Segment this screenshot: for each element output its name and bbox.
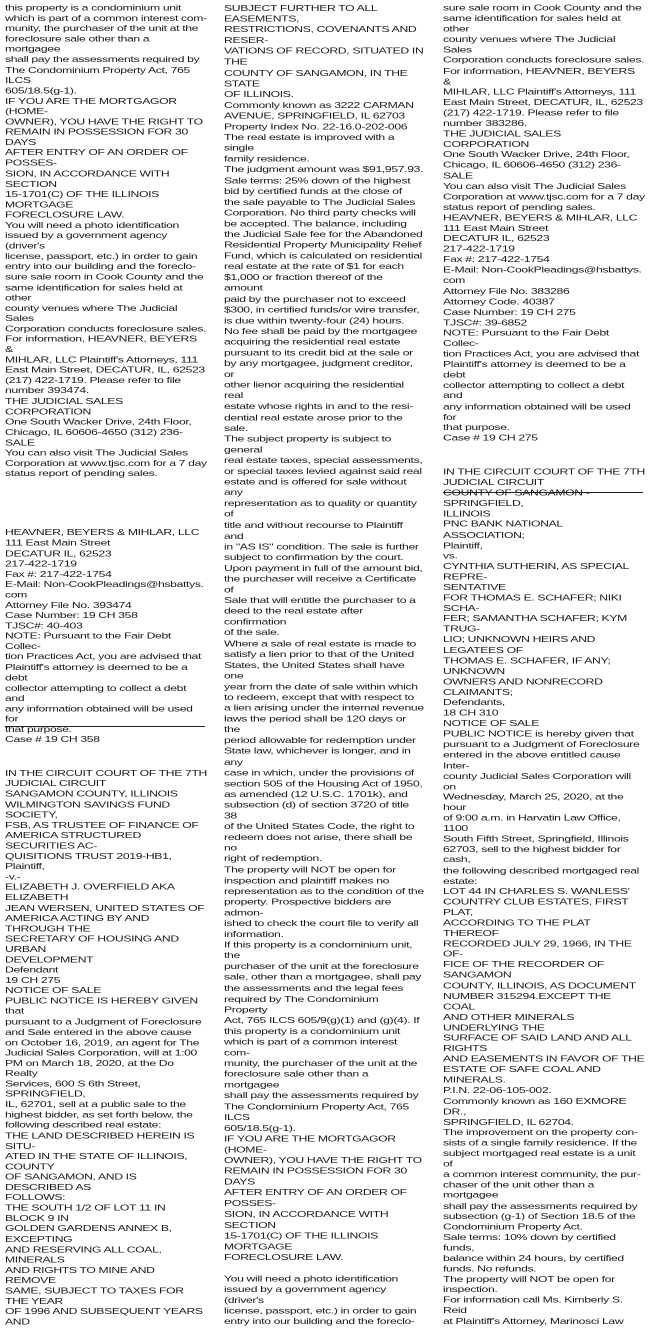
- spacer: [224, 1263, 424, 1274]
- notice-divider-2: [443, 492, 643, 493]
- notice-divider-1: [5, 726, 205, 727]
- spacer: [5, 479, 207, 528]
- notice-of-sale-18ch310: IN THE CIRCUIT COURT OF THE 7TH JUDICIAL CIRCUIT COUNTY OF SANGAMON - SPRINGFIELD, ILLINOIS PNC BANK NATIONAL ASSOCIATION; Plaintiff, vs. CYNTHIA SUTHERIN, AS SPECIAL REPRE- SENTATIVE FOR THOMAS E. SCHAFER; NIKI SCHA- FER; SAMANTHA SCHAFER; KYM TRUG- LIO; UNKNOWN HEIRS AND LEGATEES OF THOMAS E. SCHAFER, IF ANY; UNKNOWN OWNERS AND NONRECORD CLAIMANTS; Defendants, 18 CH 310 NOTICE OF SALE PUBLIC NOTICE is hereby given that pursuant to a Judgment of Foreclosure entered in the above entitled cause Inter- county Judicial Sales Corporation will on Wednesday, March 25, 2020, at the hour of 9:00 a.m. in Harvatin Law Office, 1100 South Fifth Street, Springfield, Illinois 62703, sell to the highest bidder for cash, the following described mortgaged real estate: LOT 44 IN CHARLES S. WANLESS' COUNTRY CLUB ESTATES, FIRST PLAT, ACCORDING TO THE PLAT THEREOF RECORDED JULY 29, 1966, IN THE OF- FICE OF THE RECORDER OF SANGAMON COUNTY, ILLINOIS, AS DOCUMENT NUMBER 315294.EXCEPT THE COAL AND OTHER MINERALS UNDERLYING THE SURFACE OF SAID LAND AND ALL RIGHTS AND EASEMENTS IN FAVOR OF THE ESTATE OF SAFE COAL AND MINERALS. P.I.N. 22-06-105-002. Commonly known as 160 EXMORE DR., SPRINGFIELD, IL 62704. The improvement on the property con- sists of a single family residence. If the subject mortgaged real estate is a unit of a common interest community, the pur- chaser of the unit other than a mortgagee shall pay the assessments required by subsection (g-1) of Section 18.5 of the Condominium Property Act. Sale terms: 10% down by certified funds, balance within 24 hours, by certified funds. No refunds. The property will NOT be open for inspection. For information call Ms. Kimberly S. Reid at Plaintiff's Attorney, Marinosci Law: [443, 466, 646, 1326]
- notice-19ch275-continued: SUBJECT FURTHER TO ALL EASEMENTS, RESTRICTIONS, COVENANTS AND RESER- VATIONS OF RECORD, SITUATED IN THE COUNTY OF SANGAMON, IN THE STATE OF ILLINOIS. Commonly known as 3222 CARMAN AVENUE, SPRINGFIELD, IL 62703 Property Index No. 22-16.0-202-006 The real estate is improved with a single family residence. The judgment amount was $91,957.93. Sale terms: 25% down of the highest bid by certified funds at the close of the sale payable to The Judicial Sales Corporation. No third party checks will be accepted. The balance, including the Judicial Sale fee for the Abandoned Residential Property Municipality Relief Fund, which is calculated on residential real estate at the rate of $1 for each $1,000 or fraction thereof of the amount paid by the purchaser not to exceed $300, in certified funds/or wire transfer, is due within twenty-four (24) hours. No fee shall be paid by the mortgagee acquiring the residential real estate pursuant to its credit bid at the sale or by any mortgagee, judgment creditor, or other lienor acquiring the residential real estate whose rights in and to the resi- dential real estate arose prior to the sale. The subject property is subject to general real estate taxes, special assessments, or special taxes levied against said real estate and is offered for sale without any representation as to quality or quantity of title and without recourse to Plaintiff and in "AS IS" condition. The sale is further subject to confirmation by the court. Upon payment in full of the amount bid, the purchaser will receive a Certificate of Sale that will entitle the purchaser to a deed to the real estate after confirmation of the sale. Where a sale of real estate is made to satisfy a lien prior to that of the United States, the United States shall have one year from the date of sale within which to redeem, except that with respect to a lien arising under the internal revenue laws the period shall be 120 days or the period allowable for redemption under State law, whichever is longer, and in any case in which, under the provisions of section 505 of the Housing Act of 1950, as amended (12 U.S.C. 1701k), and subsection (d) of section 3720 of title 38 of the United States Code, the right to redeem does not arise, there shall be no right of redemption. The property will NOT be open for inspection and plaintiff makes no representation as to the condition of the property. Prospective bidders are admon- ished to check the court file to verify all information. If this property is a condominium unit, the purchaser of the unit at the foreclosure sale, other than a mortgagee, shall pay the assessments and the legal fees required by The Condominium Property Act, 765 ILCS 605/9(g)(1) and (g)(4). If this property is a condominium unit which is part of a common interest com- munity, the purchaser of the unit at the foreclosure sale other than a mortgagee shall pay the assessments required by The Condominium Property Act, 765 ILCS 605/18.5(g-1). IF YOU ARE THE MORTGAGOR (HOME- OWNER), YOU HAVE THE RIGHT TO REMAIN IN POSSESSION FOR 30 DAYS AFTER ENTRY OF AN ORDER OF POSSES- SION, IN ACCORDANCE WITH SECTION 15-1701(C) OF THE ILLINOIS MORTGAGE FORECLOSURE LAW.: [224, 3, 424, 1263]
- photo-id-paragraph: You will need a photo identification issued by a government agency (driver's license, passport, etc.) in order to gain entry into our building and the foreclo-: [224, 1273, 417, 1327]
- attorney-block-19ch358: HEAVNER, BEYERS & MIHLAR, LLC 111 East Main Street DECATUR IL, 62523 217-422-1719 Fax #: 217-422-1754 E-Mail: Non-CookPleadings@hsbattys. com Attorney File No. 393474 Case Number: 19 CH 358 TJSC#: 40-403 NOTE: Pursuant to the Fair Debt Collec- tion Practices Act, you are advised that Plaintiff's attorney is deemed to be a debt collector attempting to collect a debt and any information obtained will be used for that purpose. Case # 19 CH 358: [5, 527, 204, 745]
- column-2: [224, 3, 424, 1327]
- column-3: [443, 3, 646, 1326]
- notice-of-sale-19ch275-start: IN THE CIRCUIT COURT OF THE 7TH JUDICIAL CIRCUIT SANGAMON COUNTY, ILLINOIS WILMINGTON SAVINGS FUND SOCIETY, FSB, AS TRUSTEE OF FINANCE OF AMERICA STRUCTURED SECURITIES AC- QUISITIONS TRUST 2019-HB1, Plaintiff, -v.- ELIZABETH J. OVERFIELD AKA ELIZABETH JEAN WERSEN, UNITED STATES OF AMERICA ACTING BY AND THROUGH THE SECRETARY OF HOUSING AND URBAN DEVELOPMENT Defendant 19 CH 275 NOTICE OF SALE PUBLIC NOTICE IS HEREBY GIVEN that pursuant to a Judgment of Foreclosure and Sale entered in the above cause on October 16, 2019, an agent for The Judicial Sales Corporation, will at 1:00 PM on March 18, 2020, at the Do Realty Services, 600 S 6th Street, SPRINGFIELD, IL, 62701, sell at a public sale to the highest bidder, as set forth below, the following described real estate: THE LAND DESCRIBED HEREIN IS SITU- ATED IN THE STATE OF ILLINOIS, COUNTY OF SANGAMON, AND IS DESCRIBED AS FOLLOWS: THE SOUTH 1/2 OF LOT 11 IN BLOCK 9 IN GOLDEN GARDENS ANNEX B, EXCEPTING AND RESERVING ALL COAL, MINERALS AND RIGHTS TO MINE AND REMOVE SAME, SUBJECT TO TAXES FOR THE YEAR OF 1996 AND SUBSEQUENT YEARS AND: [5, 768, 208, 1327]
- spacer: [443, 443, 645, 467]
- notice-continuation-19ch358: this property is a condominium unit which is part of a common interest com- munity, the purchaser of the unit at the foreclosure sale other than a mortgagee shall pay the assessments required by The Condominium Property Act, 765 ILCS 605/18.5(g-1). IF YOU ARE THE MORTGAGOR (HOME- OWNER), YOU HAVE THE RIGHT TO REMAIN IN POSSESSION FOR 30 DAYS AFTER ENTRY OF AN ORDER OF POSSES- SION, IN ACCORDANCE WITH SECTION 15-1701(C) OF THE ILLINOIS MORTGAGE FORECLOSURE LAW. You will need a photo identification issued by a government agency (driver's license, passport, etc.) in order to gain entry into our building and the foreclo- sure sale room in Cook County and the same identification for sales held at other county venues where The Judicial Sales Corporation conducts foreclosure sales. For information, HEAVNER, BEYERS & MIHLAR, LLC Plaintiff's Attorneys, 111 East Main Street, DECATUR, IL, 62523 (217) 422-1719. Please refer to file number 393474. THE JUDICIAL SALES CORPORATION One South Wacker Drive, 24th Floor, Chicago, IL 60606-4650 (312) 236-SALE You can also visit The Judicial Sales Corporation at www.tjsc.com for a 7 day status report of pending sales.: [5, 3, 207, 479]
- attorney-block-19ch275: sure sale room in Cook County and the same identification for sales held at other county venues where The Judicial Sales Corporation conducts foreclosure sales. For information, HEAVNER, BEYERS & MIHLAR, LLC Plaintiff's Attorneys, 111 East Main Street, DECATUR, IL, 62523 (217) 422-1719. Please refer to file number 383286. THE JUDICIAL SALES CORPORATION One South Wacker Drive, 24th Floor, Chicago, IL 60606-4650 (312) 236-SALE You can also visit The Judicial Sales Corporation at www.tjsc.com for a 7 day status report of pending sales. HEAVNER, BEYERS & MIHLAR, LLC 111 East Main Street DECATUR IL, 62523 217-422-1719 Fax #: 217-422-1754 E-Mail: Non-CookPleadings@hsbattys. com Attorney File No. 383286 Attorney Code. 40387 Case Number: 19 CH 275 TJSC#: 39-6852 NOTE: Pursuant to the Fair Debt Collec- tion Practices Act, you are advised that Plaintiff's attorney is deemed to be a debt collector attempting to collect a debt and any information obtained will be used for that purpose. Case # 19 CH 275: [443, 3, 645, 443]
- spacer: [5, 745, 207, 768]
- column-1: [5, 3, 208, 1327]
